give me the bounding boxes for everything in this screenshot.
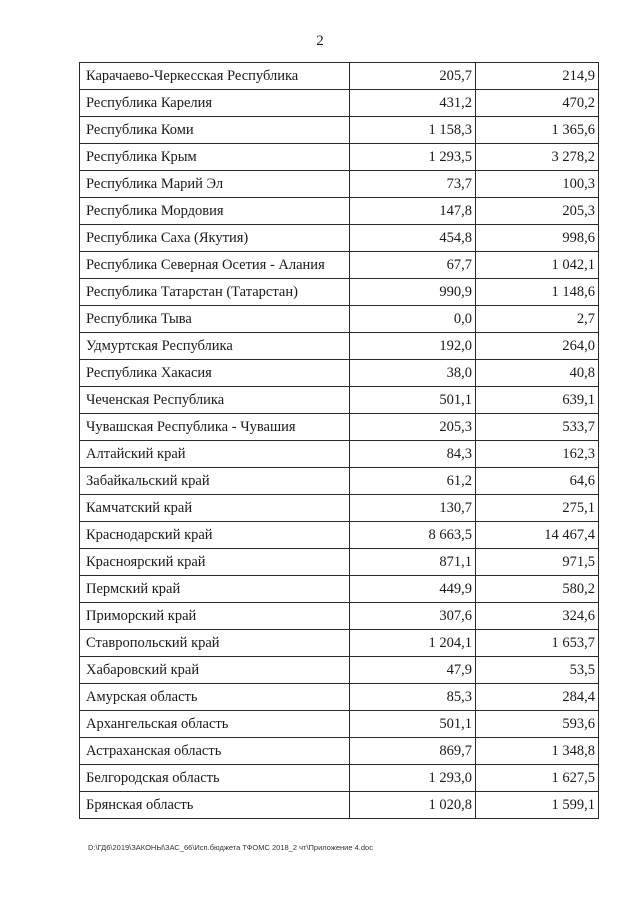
table-row (80, 603, 599, 630)
value-1-cell: 61,2 (350, 468, 476, 495)
value-1-cell: 73,7 (350, 171, 476, 198)
table-row (80, 630, 599, 657)
value-2-cell: 1 042,1 (476, 252, 599, 279)
table-row (80, 252, 599, 279)
table-row (80, 279, 599, 306)
table-row (80, 765, 599, 792)
value-2-cell: 593,6 (476, 711, 599, 738)
value-1-cell: 501,1 (350, 387, 476, 414)
value-2-cell: 1 348,8 (476, 738, 599, 765)
region-name-cell: Красноярский край (80, 549, 350, 576)
footer-file-path: D:\ГД6\2019\ЗАКОНЫ\ЗАС_66\Исп.бюджета ТФОМС 2018_2 чт\Приложение 4.doc (88, 843, 373, 852)
value-2-cell: 998,6 (476, 225, 599, 252)
table-row (80, 63, 599, 90)
table-row (80, 441, 599, 468)
region-name-cell: Чеченская Республика (80, 387, 350, 414)
value-1-cell: 501,1 (350, 711, 476, 738)
table-row (80, 738, 599, 765)
table-row (80, 225, 599, 252)
region-name-cell: Республика Крым (80, 144, 350, 171)
table-row (80, 684, 599, 711)
table-row (80, 549, 599, 576)
value-2-cell: 3 278,2 (476, 144, 599, 171)
region-name-cell: Брянская область (80, 792, 350, 819)
region-name-cell: Республика Татарстан (Татарстан) (80, 279, 350, 306)
table-row (80, 711, 599, 738)
table-row (80, 792, 599, 819)
value-2-cell: 264,0 (476, 333, 599, 360)
value-2-cell: 1 653,7 (476, 630, 599, 657)
value-1-cell: 1 204,1 (350, 630, 476, 657)
region-name-cell: Ставропольский край (80, 630, 350, 657)
value-2-cell: 100,3 (476, 171, 599, 198)
region-name-cell: Чувашская Республика - Чувашия (80, 414, 350, 441)
value-2-cell: 580,2 (476, 576, 599, 603)
value-1-cell: 869,7 (350, 738, 476, 765)
region-name-cell: Забайкальский край (80, 468, 350, 495)
region-name-cell: Республика Марий Эл (80, 171, 350, 198)
value-2-cell: 470,2 (476, 90, 599, 117)
region-name-cell: Астраханская область (80, 738, 350, 765)
value-2-cell: 2,7 (476, 306, 599, 333)
value-2-cell: 533,7 (476, 414, 599, 441)
value-1-cell: 192,0 (350, 333, 476, 360)
value-2-cell: 53,5 (476, 657, 599, 684)
value-2-cell: 40,8 (476, 360, 599, 387)
region-name-cell: Камчатский край (80, 495, 350, 522)
value-1-cell: 307,6 (350, 603, 476, 630)
value-1-cell: 990,9 (350, 279, 476, 306)
value-2-cell: 324,6 (476, 603, 599, 630)
region-name-cell: Республика Хакасия (80, 360, 350, 387)
table-row (80, 522, 599, 549)
table-row (80, 576, 599, 603)
table-row (80, 306, 599, 333)
value-1-cell: 205,7 (350, 63, 476, 90)
region-values-table (79, 62, 599, 819)
table-row (80, 657, 599, 684)
region-name-cell: Амурская область (80, 684, 350, 711)
region-name-cell: Белгородская область (80, 765, 350, 792)
region-name-cell: Республика Мордовия (80, 198, 350, 225)
value-2-cell: 275,1 (476, 495, 599, 522)
table-row (80, 495, 599, 522)
value-1-cell: 1 293,0 (350, 765, 476, 792)
table-row (80, 333, 599, 360)
value-1-cell: 130,7 (350, 495, 476, 522)
value-2-cell: 971,5 (476, 549, 599, 576)
value-2-cell: 214,9 (476, 63, 599, 90)
value-2-cell: 14 467,4 (476, 522, 599, 549)
table-row (80, 387, 599, 414)
region-name-cell: Пермский край (80, 576, 350, 603)
region-name-cell: Краснодарский край (80, 522, 350, 549)
value-2-cell: 162,3 (476, 441, 599, 468)
value-1-cell: 85,3 (350, 684, 476, 711)
table-row (80, 144, 599, 171)
value-1-cell: 431,2 (350, 90, 476, 117)
region-name-cell: Хабаровский край (80, 657, 350, 684)
value-1-cell: 67,7 (350, 252, 476, 279)
value-1-cell: 47,9 (350, 657, 476, 684)
table-row (80, 117, 599, 144)
region-name-cell: Карачаево-Черкесская Республика (80, 63, 350, 90)
table-row (80, 360, 599, 387)
table-row (80, 90, 599, 117)
value-2-cell: 1 599,1 (476, 792, 599, 819)
region-name-cell: Республика Северная Осетия - Алания (80, 252, 350, 279)
table-row (80, 414, 599, 441)
value-1-cell: 0,0 (350, 306, 476, 333)
value-1-cell: 1 020,8 (350, 792, 476, 819)
value-2-cell: 64,6 (476, 468, 599, 495)
region-name-cell: Республика Коми (80, 117, 350, 144)
region-name-cell: Республика Тыва (80, 306, 350, 333)
region-name-cell: Архангельская область (80, 711, 350, 738)
table-row (80, 198, 599, 225)
value-2-cell: 205,3 (476, 198, 599, 225)
region-name-cell: Приморский край (80, 603, 350, 630)
table-row (80, 468, 599, 495)
value-2-cell: 1 365,6 (476, 117, 599, 144)
value-1-cell: 1 158,3 (350, 117, 476, 144)
value-2-cell: 1 148,6 (476, 279, 599, 306)
value-1-cell: 449,9 (350, 576, 476, 603)
value-1-cell: 454,8 (350, 225, 476, 252)
region-name-cell: Алтайский край (80, 441, 350, 468)
value-1-cell: 38,0 (350, 360, 476, 387)
value-1-cell: 8 663,5 (350, 522, 476, 549)
region-name-cell: Республика Саха (Якутия) (80, 225, 350, 252)
value-2-cell: 284,4 (476, 684, 599, 711)
value-1-cell: 84,3 (350, 441, 476, 468)
value-2-cell: 639,1 (476, 387, 599, 414)
value-1-cell: 147,8 (350, 198, 476, 225)
value-2-cell: 1 627,5 (476, 765, 599, 792)
region-name-cell: Республика Карелия (80, 90, 350, 117)
table-body (80, 63, 599, 819)
page-number: 2 (316, 33, 324, 49)
table-row (80, 171, 599, 198)
region-name-cell: Удмуртская Республика (80, 333, 350, 360)
value-1-cell: 871,1 (350, 549, 476, 576)
value-1-cell: 205,3 (350, 414, 476, 441)
value-1-cell: 1 293,5 (350, 144, 476, 171)
